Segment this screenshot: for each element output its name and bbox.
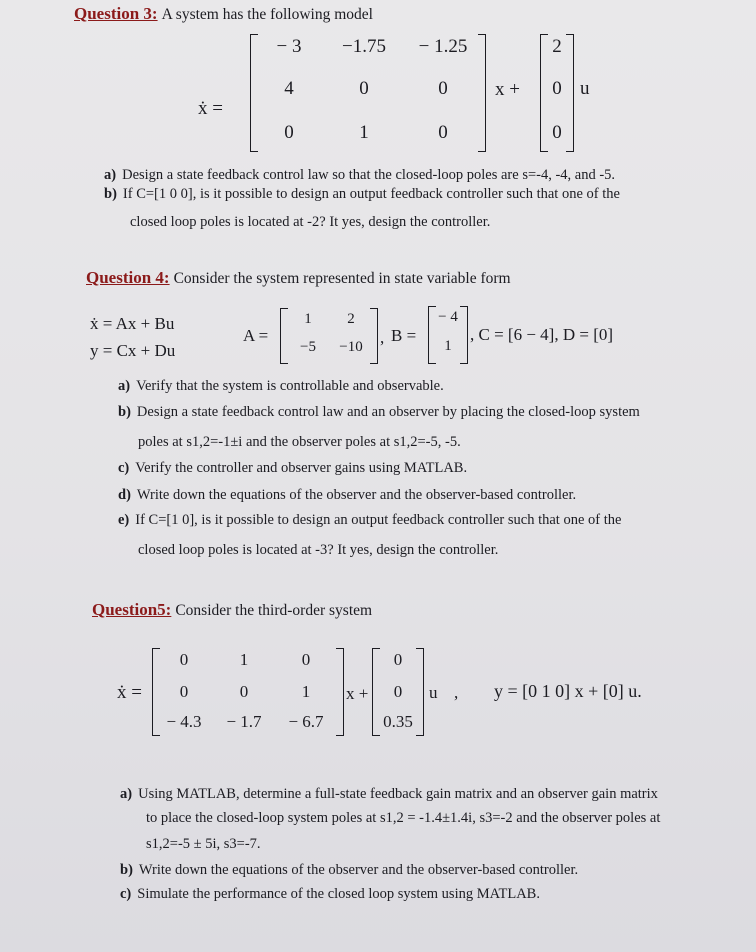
matrix-cell: 0 xyxy=(438,122,448,143)
matrix-cell: 4 xyxy=(284,78,294,99)
q5-xdot-eq: ẋ = xyxy=(117,682,142,703)
question-5-label: Question5: xyxy=(92,600,172,619)
question-5-intro: Consider the third-order system xyxy=(175,602,373,619)
question-3-heading xyxy=(74,4,373,24)
q4-matrix-a xyxy=(280,308,378,364)
item-text: Simulate the performance of the closed loop system using MATLAB. xyxy=(137,886,540,902)
item-label: c) xyxy=(120,886,132,902)
q5-comma: , xyxy=(454,683,459,702)
item-label: d) xyxy=(118,487,131,503)
matrix-cell: 0 xyxy=(179,650,189,669)
q5-item-c xyxy=(120,886,540,903)
q5-output-eq: y = [0 1 0] x + [0] u. xyxy=(494,681,642,701)
item-text: Using MATLAB, determine a full-state feedback gain matrix and an observer gain matrix xyxy=(138,786,658,802)
matrix-cell: 0 xyxy=(301,650,311,669)
q3-item-b-cont: closed loop poles is located at -2? It yes, design the controller. xyxy=(130,214,491,230)
item-label: b) xyxy=(104,186,117,202)
bracket-right xyxy=(336,648,344,736)
item-text: If C=[1 0], is it possible to design an output feedback controller such that one of the xyxy=(135,512,622,528)
q4-comma: , xyxy=(380,328,385,347)
question-4-intro: Consider the system represented in state variable form xyxy=(173,270,511,287)
matrix-cell: − 6.7 xyxy=(288,712,324,731)
matrix-cell: 2 xyxy=(347,311,355,327)
q5-item-a-cont-2: s1,2=-5 ± 5i, s3=-7. xyxy=(146,836,261,852)
q4-state-eq: ẋ = Ax + Bu xyxy=(90,314,175,333)
matrix-cell: 1 xyxy=(359,122,369,143)
item-text: Verify that the system is controllable and observable. xyxy=(136,378,444,394)
q3-matrix-a xyxy=(250,34,486,152)
q4-item-e-cont: closed loop poles is located at -3? It yes, design the controller. xyxy=(138,542,499,558)
matrix-cell: 0 xyxy=(393,682,403,701)
q5-item-b xyxy=(120,862,578,879)
question-5-heading xyxy=(92,600,372,620)
matrix-cell: 0 xyxy=(438,78,448,99)
matrix-cell: 1 xyxy=(444,338,452,354)
q3-x-plus: x + xyxy=(495,79,520,100)
matrix-cell: −5 xyxy=(300,339,316,355)
matrix-cell: 0 xyxy=(359,78,369,99)
matrix-cell: − 4 xyxy=(438,309,458,325)
bracket-left xyxy=(280,308,288,364)
matrix-cell: 0 xyxy=(393,650,403,669)
item-text: Write down the equations of the observer and the observer-based controller. xyxy=(136,487,577,503)
item-text: If C=[1 0 0], is it possible to design an output feedback controller such that one of the xyxy=(122,186,620,202)
item-label: e) xyxy=(118,512,130,528)
q5-matrix-b xyxy=(372,648,424,736)
q3-matrix-b xyxy=(540,34,574,152)
q4-c-d-eq: , C = [6 − 4], D = [0] xyxy=(470,325,614,344)
item-label: b) xyxy=(120,862,133,878)
matrix-cell: − 3 xyxy=(276,36,302,57)
q3-item-b xyxy=(104,186,620,203)
matrix-cell: 1 xyxy=(304,311,312,327)
matrix-cell: − 4.3 xyxy=(166,712,202,731)
matrix-cell: −10 xyxy=(339,339,363,355)
matrix-cell: 1 xyxy=(301,682,311,701)
item-label: b) xyxy=(118,404,131,420)
q5-item-a xyxy=(120,786,658,803)
matrix-cell: − 1.25 xyxy=(418,36,468,57)
matrix-cell: 1 xyxy=(239,650,249,669)
item-text: Verify the controller and observer gains using MATLAB. xyxy=(135,460,468,476)
question-3-intro: A system has the following model xyxy=(161,6,373,23)
matrix-cell: − 1.7 xyxy=(226,712,262,731)
q4-item-c xyxy=(118,460,467,477)
q4-item-a xyxy=(118,378,444,395)
matrix-cell: 0.35 xyxy=(383,712,413,731)
matrix-cell: 0 xyxy=(179,682,189,701)
item-text: Design a state feedback control law so that the closed-loop poles are s=-4, -4, and -5. xyxy=(122,167,616,183)
q4-item-b-cont: poles at s1,2=-1±i and the observer poles at s1,2=-5, -5. xyxy=(138,434,461,450)
question-4-heading xyxy=(86,268,511,288)
q4-matrix-b xyxy=(428,306,468,364)
item-label: a) xyxy=(118,378,131,394)
q4-output-eq: y = Cx + Du xyxy=(90,341,176,360)
item-label: a) xyxy=(104,167,117,183)
q4-item-e xyxy=(118,512,621,529)
q4-item-b xyxy=(118,404,640,421)
q4-b-eq: B = xyxy=(391,326,417,345)
item-text: Design a state feedback control law and an observer by placing the closed-loop system xyxy=(136,404,640,420)
matrix-cell: 0 xyxy=(552,122,562,143)
matrix-cell: 2 xyxy=(552,36,562,57)
q5-item-a-cont-1: to place the closed-loop system poles at s1,2 = -1.4±1.4i, s3=-2 and the observer poles at xyxy=(146,810,661,826)
q3-item-a xyxy=(104,167,615,184)
item-label: a) xyxy=(120,786,133,802)
matrix-cell: 0 xyxy=(284,122,294,143)
q3-u: u xyxy=(580,78,590,99)
bracket-left xyxy=(250,34,258,152)
question-4-label: Question 4: xyxy=(86,268,170,287)
item-text: Write down the equations of the observer and the observer-based controller. xyxy=(138,862,579,878)
q5-u: u xyxy=(429,683,438,702)
q4-item-d xyxy=(118,487,576,504)
q5-x-plus: x + xyxy=(346,684,369,703)
q4-a-eq: A = xyxy=(243,326,269,345)
matrix-cell: 0 xyxy=(552,78,562,99)
matrix-cell: 0 xyxy=(239,682,249,701)
question-3-label: Question 3: xyxy=(74,4,158,23)
q3-xdot-eq: ẋ = xyxy=(198,98,223,119)
matrix-cell: −1.75 xyxy=(342,36,386,57)
item-label: c) xyxy=(118,460,130,476)
q5-matrix-a xyxy=(152,648,344,736)
